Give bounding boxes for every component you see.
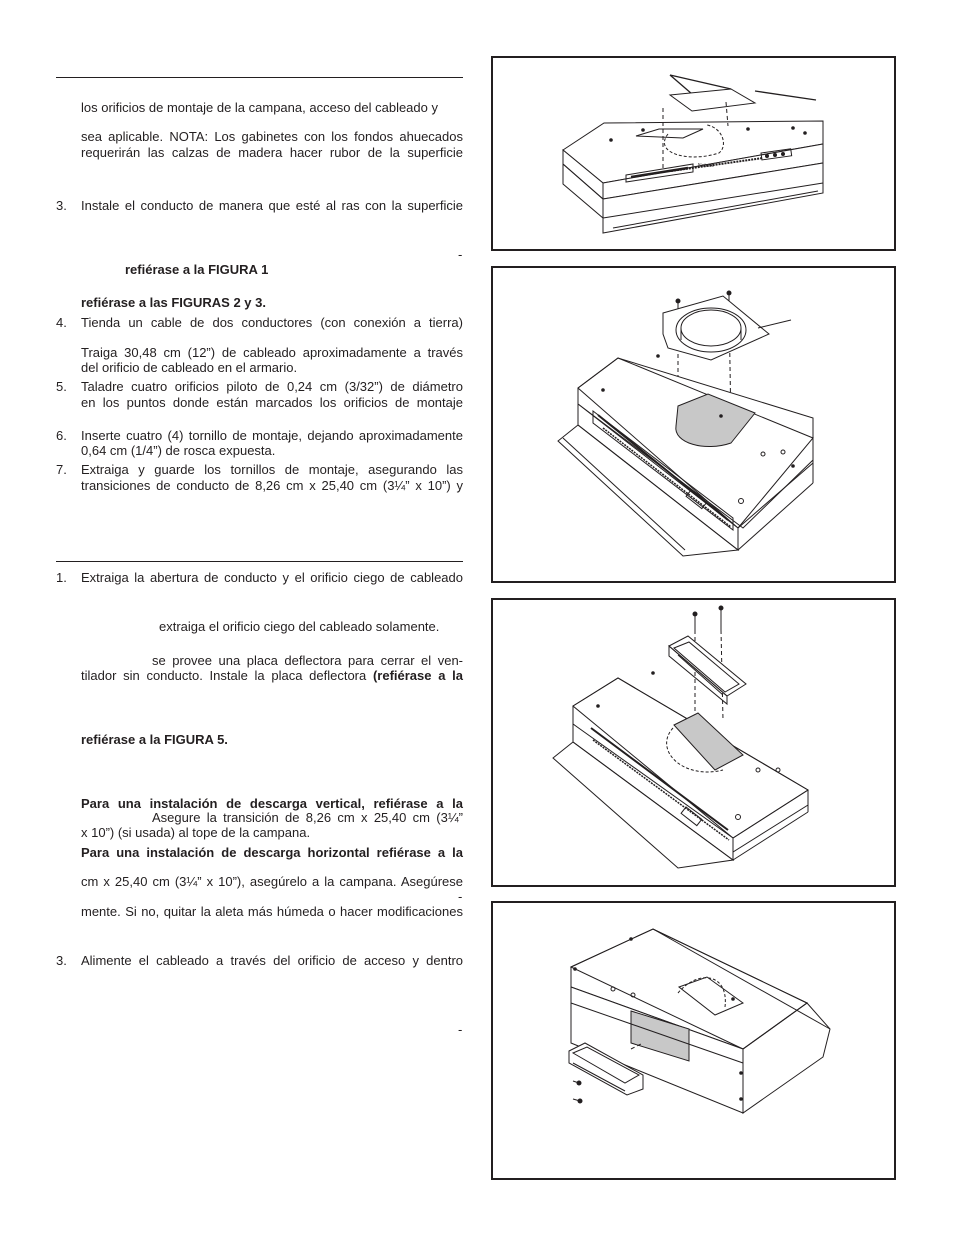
hyphen-mark: -: [458, 889, 463, 904]
step-text: Extraiga la abertura de conducto y el orificio ciego de cableado: [81, 570, 463, 585]
paragraph-line: extraiga el orificio ciego del cableado solamente.: [159, 619, 440, 634]
figure-4-drawing: [493, 903, 894, 1178]
step-text: Tienda un cable de dos conductores (con conexión a tierra): [81, 315, 463, 330]
paragraph-line: x 10”) (si usada) al tope de la campana.: [81, 825, 311, 840]
figure-3-drawing: [493, 600, 894, 885]
hyphen-mark: -: [458, 1022, 463, 1037]
step-text: Traiga 30,48 cm (12”) de cableado aproximadamente a través: [81, 345, 463, 360]
paragraph-line: los orificios de montaje de la campana, acceso del cableado y: [81, 100, 438, 115]
paragraph-line: requerirán las calzas de madera hacer rubor de la superficie: [81, 145, 463, 160]
step-number: 6.: [56, 428, 67, 443]
hyphen-mark: -: [458, 247, 463, 262]
paragraph-line: sea aplicable. NOTA: Los gabinetes con los fondos ahuecados: [81, 129, 463, 144]
step-text: Taladre cuatro orificios piloto de 0,24 cm (3/32”) de diámetro: [81, 379, 463, 394]
paragraph-line: mente. Si no, quitar la aleta más húmeda o hacer modificaciones: [81, 904, 463, 919]
paragraph-heading: Para una instalación de descarga vertical, refiérase a la: [81, 796, 463, 811]
figure-4-panel: [491, 901, 896, 1180]
step-text: transiciones de conducto de 8,26 cm x 25,40 cm (3¼” x 10”) y: [81, 478, 463, 493]
step-number: 7.: [56, 462, 67, 477]
figure-3-panel: [491, 598, 896, 887]
step-text: 0,64 cm (1/4”) de rosca expuesta.: [81, 443, 276, 458]
step-text: Instale el conducto de manera que esté al ras con la superficie: [81, 198, 463, 213]
step-text: Inserte cuatro (4) tornillo de montaje, dejando aproximadamente: [81, 428, 463, 443]
step-number: 3.: [56, 198, 67, 213]
figure-2-panel: [491, 266, 896, 583]
step-number: 5.: [56, 379, 67, 394]
step-number: 3.: [56, 953, 67, 968]
figure-reference: refiérase a las FIGURAS 2 y 3.: [81, 295, 266, 310]
figure-reference: (refiérase a la: [372, 668, 463, 683]
section-rule-middle: [56, 561, 463, 562]
figure-1-drawing: [493, 58, 894, 249]
paragraph-heading: Para una instalación de descarga horizontal refiérase a la: [81, 845, 463, 860]
paragraph-line: Asegure la transición de 8,26 cm x 25,40 cm (3¼”: [152, 810, 463, 825]
step-text: Extraiga y guarde los tornillos de montaje, asegurando las: [81, 462, 463, 477]
step-text: en los puntos donde están marcados los orificios de montaje: [81, 395, 463, 410]
paragraph-line: se provee una placa deflectora para cerrar el ven-: [152, 653, 463, 668]
step-number: 4.: [56, 315, 67, 330]
step-number: 1.: [56, 570, 67, 585]
paragraph-text: tilador sin conducto. Instale la placa deflectora: [81, 668, 373, 683]
step-text: del orificio de cableado en el armario.: [81, 360, 298, 375]
figure-1-panel: [491, 56, 896, 251]
paragraph-line: [81, 668, 463, 684]
step-text: Alimente el cableado a través del orificio de acceso y dentro: [81, 953, 463, 968]
brand-label: Nutone: [698, 163, 715, 169]
figure-reference: refiérase a la FIGURA 5.: [81, 732, 228, 747]
figure-2-drawing: [493, 268, 894, 581]
figure-reference: refiérase a la FIGURA 1: [125, 262, 269, 277]
paragraph-line: cm x 25,40 cm (3¼” x 10”), asegúrelo a la campana. Asegúrese: [81, 874, 463, 889]
section-rule-top: [56, 77, 463, 78]
